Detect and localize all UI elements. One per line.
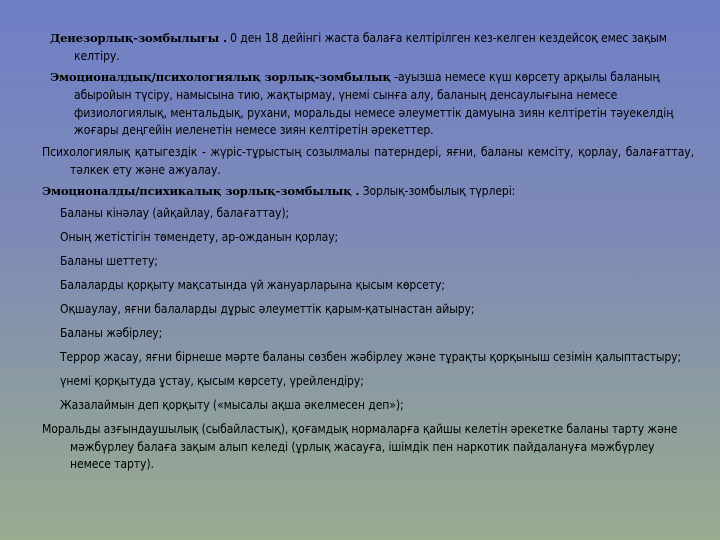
list-item: Террор жасау, яғни бірнеше мәрте баланы сөзбен жәбірлеу және тұрақты қорқыныш сезімін қалыптастыру; xyxy=(60,350,682,364)
definition-psychological-cruelty: Психологиялық қатыгездік - жүріс-тұрыстың созылмалы патерндері, яғни, баланы кемсіту, қорлау, балағаттау, тәлкек ету және ажуалау. xyxy=(42,144,694,177)
list-item: Балаларды қорқыту мақсатында үй жануарларына қысым көрсету; xyxy=(60,278,445,293)
definition-physical-violence: 0 ден 18 дейінгі жаста балаға келтірілген кез-келген кездейсоқ емес зақым келтіру. xyxy=(74,31,667,63)
paragraph-physical-violence xyxy=(42,30,694,65)
list-item: Баланы жәбірлеу; xyxy=(60,326,163,341)
paragraph-moral-corruption: Моральды азғындаушылық (сыбайластық), қоғамдық нормаларға қайшы келетін әрекетке баланы тарту және мәжбүрлеу балаға зақым алып келеді (ұрлық жасауға, ішімдік пен наркотик пайдалануға мәжбүрлеу немесе тарту). xyxy=(42,421,678,472)
intro-violence-types: Зорлық-зомбылық түрлері: xyxy=(359,184,516,199)
list-item: үнемі қорқытуда ұстау, қысым көрсету, үрейлендіру; xyxy=(60,373,364,388)
list-item: Оқшаулау, яғни балаларды дұрыс әлеуметтік қарым-қатынастан айыру; xyxy=(60,302,475,317)
term-emotional-violence: Эмоционалдық/психологиялық зорлық-зомбылық xyxy=(50,70,391,85)
paragraph-emotional-violence xyxy=(42,69,694,139)
list-item: Жазалаймын деп қорқыту («мысалы ақша әкелмесен деп»); xyxy=(60,397,404,412)
list-item: Оның жетістігін төмендету, ар-ожданын қорлау; xyxy=(60,230,339,245)
definition-emotional-violence: -ауызша немесе күш көрсету арқылы баланың абыройын түсіру, намысына тию, жақтырмау, үнемі сынға алу, баланың денсаулығына немесе физиологиялық, ментальдық, рухани, моральды немесе әлеуметтік дамуына зиян келтіретін тәуекелдің жоғары деңгейін иеленетін немесе зиян келтіретін әрекеттер. xyxy=(74,70,674,138)
document-body xyxy=(42,30,694,478)
list-item: Баланы шеттету; xyxy=(60,254,158,269)
paragraph-psychological-cruelty xyxy=(42,144,694,179)
term-mental-violence: Эмоционалды/психикалық зорлық-зомбылық . xyxy=(42,184,360,199)
paragraph-mental-violence xyxy=(42,183,694,201)
term-physical-violence: Денезорлық-зомбылығы . xyxy=(50,31,227,45)
list-item: Баланы кінәлау (айқайлау, балағаттау); xyxy=(60,206,290,221)
